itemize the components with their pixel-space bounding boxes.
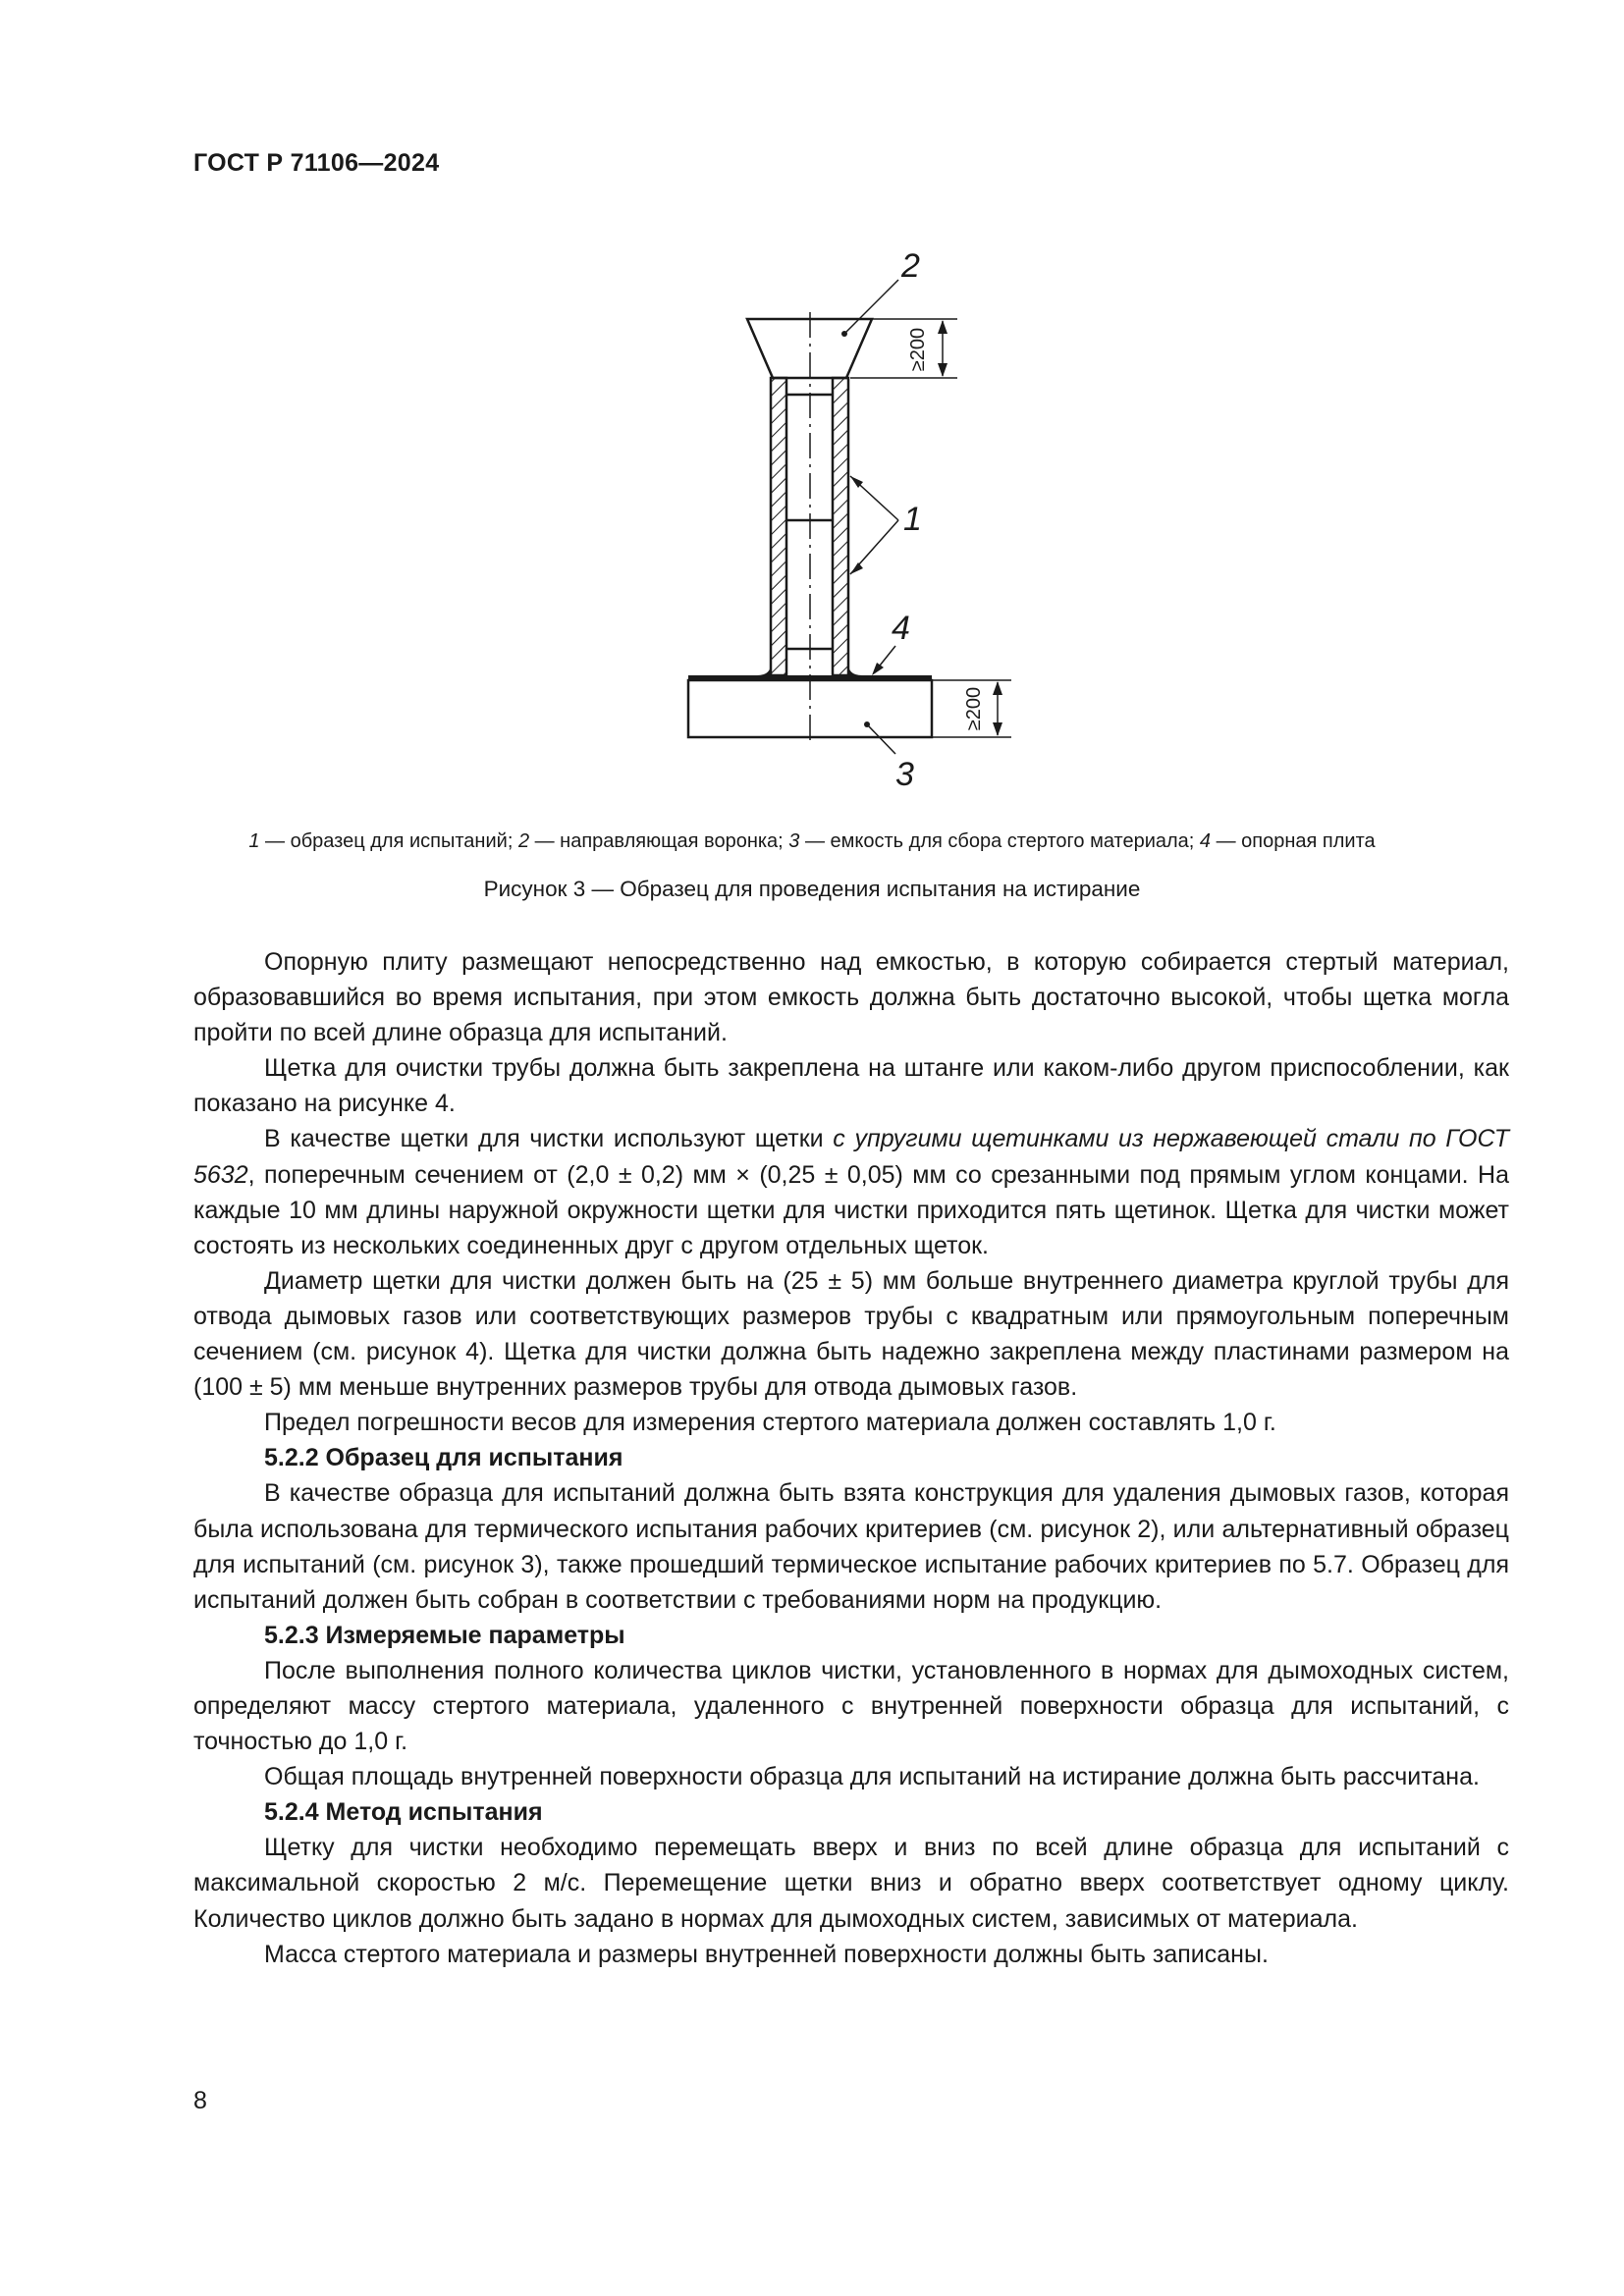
page-number: 8: [193, 2087, 207, 2114]
document-header: ГОСТ Р 71106—2024: [193, 149, 440, 177]
paragraph: Диаметр щетки для чистки должен быть на (25 ± 5) мм больше внутреннего диаметра круглой трубы для отвода дымовых газов или соответствующих размеров трубы с квадратным или прямоугольным поперечным сечением (см. рисунок 4). Щетка для чистки должна быть надежно закреплена между пластинами размером на (100 ± 5) мм меньше внутренних размеров трубы для отвода дымовых газов.: [193, 1266, 1509, 1402]
legend-num-3: 3: [788, 830, 800, 852]
base-fillet-left: [757, 662, 771, 675]
paragraph: Предел погрешности весов для измерения стертого материала должен составлять 1,0 г.: [264, 1409, 1276, 1437]
legend-text-2: — направляющая воронка;: [529, 830, 789, 852]
figure-caption: Рисунок 3 — Образец для проведения испытания на истирание: [483, 877, 1141, 901]
paragraph-part: , поперечным сечением от (2,0 ± 0,2) мм × (0,25 ± 0,05) мм со срезанными под прямым углом концами. На каждые 10 мм длины наружной окружности щетки для чистки приходится пять щетинок. Щетка для чистки может состоять из нескольких соединенных друг с другом отдельных щеток.: [193, 1160, 1509, 1259]
label-3: 3: [895, 756, 914, 793]
paragraph: Масса стертого материала и размеры внутренней поверхности должны быть записаны.: [264, 1940, 1269, 1968]
section-heading-5-2-2: 5.2.2 Образец для испытания: [264, 1444, 623, 1472]
figure-legend: [118, 830, 1506, 853]
base-fillet-right: [848, 662, 862, 675]
paragraph: В качестве образца для испытаний должна быть взята конструкция для удаления дымовых газов, которая была использована для термического испытания рабочих критериев (см. рисунок 2), или альтернативный образец для испытаний (см. рисунок 3), также прошедший термическое испытание рабочих критериев по 5.7. Образец для испытаний должен быть собран в соответствии с требованиями норм на продукцию.: [193, 1479, 1509, 1614]
section-heading-5-2-4: 5.2.4 Метод испытания: [264, 1798, 543, 1827]
dimension-bottom-label: ≥200: [963, 686, 985, 731]
pipe-left-wall: [771, 378, 786, 675]
paragraph: Общая площадь внутренней поверхности образца для испытаний на истирание должна быть рассчитана.: [264, 1763, 1480, 1791]
section-heading-5-2-3: 5.2.3 Измеряемые параметры: [264, 1621, 625, 1649]
legend-num-2: 2: [517, 830, 530, 852]
legend-num-1: 1: [248, 830, 260, 852]
paragraph-part: В качестве щетки для чистки используют щетки: [264, 1125, 834, 1153]
body-text: [193, 944, 1509, 1972]
label-4: 4: [892, 610, 910, 647]
legend-num-4: 4: [1199, 830, 1212, 852]
legend-text-4: — опорная плита: [1211, 830, 1376, 852]
paragraph: После выполнения полного количества циклов чистки, установленного в нормах для дымоходных систем, определяют массу стертого материала, удаленного с внутренней поверхности образца для испытаний, с точностью до 1,0 г.: [193, 1656, 1509, 1756]
paragraph: Опорную плиту размещают непосредственно над емкостью, в которую собирается стертый материал, образовавшийся во время испытания, при этом емкость должна быть достаточно высокой, чтобы щетка могла пройти по всей длине образца для испытаний.: [193, 948, 1509, 1047]
legend-text-1: — образец для испытаний;: [259, 830, 518, 852]
paragraph-italic-part: с упругими щетинками из нержавеющей стали по ГОСТ 5632: [193, 1125, 1509, 1189]
label-1: 1: [903, 501, 922, 538]
pipe-right-wall: [833, 378, 848, 675]
paragraph: Щетка для очистки трубы должна быть закреплена на штанге или каком-либо другом приспособлении, как показано на рисунке 4.: [193, 1054, 1509, 1118]
figure-3-drawing: [0, 0, 1624, 815]
dimension-top-label: ≥200: [907, 327, 929, 372]
paragraph: [193, 1121, 1509, 1262]
paragraph: Щетку для чистки необходимо перемещать вверх и вниз по всей длине образца для испытаний с максимальной скоростью 2 м/с. Перемещение щетки вниз и обратно вверх соответствует одному циклу. Количество циклов должно быть задано в нормах для дымоходных систем, зависимых от материала.: [193, 1834, 1509, 1933]
legend-text-3: — емкость для сбора стертого материала;: [799, 830, 1200, 852]
label-2: 2: [901, 247, 920, 285]
